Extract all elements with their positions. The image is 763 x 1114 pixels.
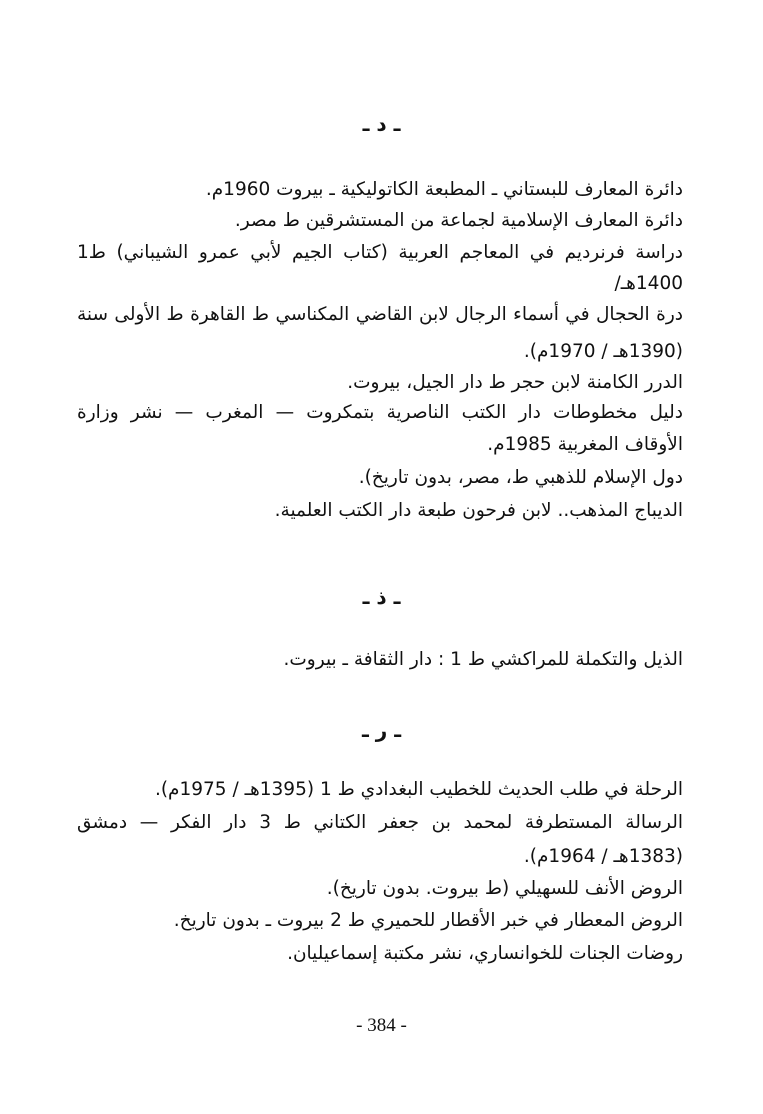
entry-line: الذيل والتكملة للمراكشي ط 1 : دار الثقافة ـ بيروت. bbox=[283, 649, 683, 670]
entry-line: درة الحجال في أسماء الرجال لابن القاضي المكناسي ط القاهرة ط الأولى سنة bbox=[77, 304, 683, 325]
entry-line: الرسالة المستطرفة لمحمد بن جعفر الكتاني ط 3 دار الفكر — دمشق bbox=[77, 812, 683, 833]
page-number: - 384 - bbox=[356, 1015, 407, 1036]
entry-line: دائرة المعارف للبستاني ـ المطبعة الكاتوليكية ـ بيروت 1960م. bbox=[205, 179, 683, 200]
entry-line: دول الإسلام للذهبي ط، مصر، بدون تاريخ). bbox=[358, 467, 683, 488]
entry-line: الرحلة في طلب الحديث للخطيب البغدادي ط 1 (1395هـ / 1975م). bbox=[154, 779, 683, 800]
entry-line: (1383هـ / 1964م). bbox=[523, 846, 683, 867]
entry-line: الأوقاف المغربية 1985م. bbox=[487, 434, 683, 455]
entry-line: دائرة المعارف الإسلامية لجماعة من المستشرقين ط مصر. bbox=[234, 210, 683, 231]
entry-line: (1390هـ / 1970م). bbox=[523, 341, 683, 362]
section-heading-ra: ـ ر ـ bbox=[361, 718, 402, 742]
entry-line: دليل مخطوطات دار الكتب الناصرية بتمكروت — المغرب — نشر وزارة bbox=[77, 402, 683, 423]
section-heading-dal: ـ د ـ bbox=[362, 112, 401, 136]
entry-line: الروض الأنف للسهيلي (ط بيروت. بدون تاريخ). bbox=[326, 878, 683, 899]
section-heading-dhal: ـ ذ ـ bbox=[362, 585, 401, 609]
entry-line: الديباج المذهب.. لابن فرحون طبعة دار الكتب العلمية. bbox=[274, 500, 683, 521]
entry-line: روضات الجنات للخوانساري، نشر مكتبة إسماعيليان. bbox=[287, 943, 683, 964]
entry-line: دراسة فرنرديم في المعاجم العربية (كتاب الجيم لأبي عمرو الشيباني) ط1 bbox=[77, 242, 683, 263]
entry-line: الدرر الكامنة لابن حجر ط دار الجيل، بيروت. bbox=[347, 372, 683, 393]
entry-line: 1400هـ/ bbox=[614, 273, 683, 294]
entry-line: الروض المعطار في خبر الأقطار للحميري ط 2 بيروت ـ بدون تاريخ. bbox=[173, 910, 683, 931]
